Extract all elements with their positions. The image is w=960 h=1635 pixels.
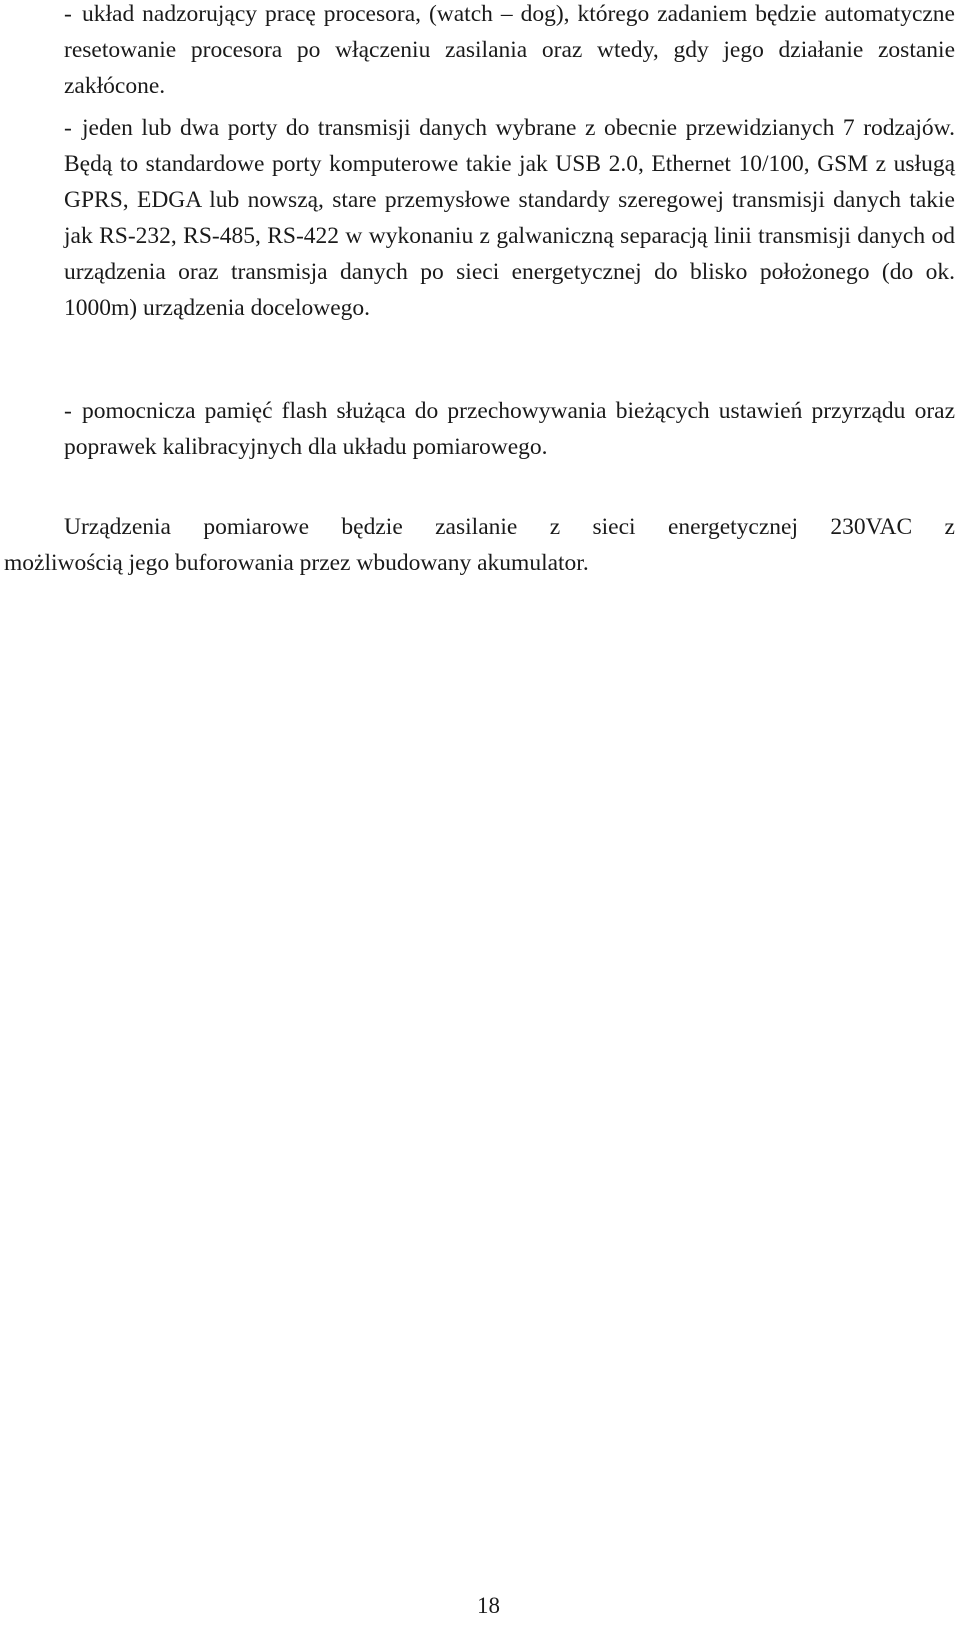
- page-number: 18: [477, 1593, 500, 1618]
- paragraph-line-2: możliwością jego buforowania przez wbudowany akumulator.: [4, 550, 589, 576]
- power-supply-paragraph: [4, 509, 955, 581]
- bullet-dash: -: [64, 1, 72, 27]
- paragraph-line-1: Urządzenia pomiarowe będzie zasilanie z sieci energetycznej 230VAC z: [64, 514, 955, 540]
- bullet-transmission-ports: [64, 110, 955, 326]
- bullet-dash: -: [64, 398, 72, 424]
- bullet-flash-memory: [64, 393, 955, 465]
- bullet-watchdog: [64, 0, 955, 104]
- bullet-text: jeden lub dwa porty do transmisji danych wybrane z obecnie przewidzianych 7 rodzajów. Będą to standardowe porty komputerowe takie jak USB 2.0, Ethernet 10/100, GSM z usługą GPRS, EDGA lub nowszą, stare przemysłowe standardy szeregowej transmisji danych takie jak RS-232, RS-485, RS-422 w wykonaniu z galwaniczną separacją linii transmisji danych od urządzenia oraz transmisja danych po sieci energetycznej do blisko położonego (do ok. 1000m) urządzenia docelowego.: [64, 115, 955, 321]
- bullet-dash: -: [64, 115, 72, 141]
- bullet-text: układ nadzorujący pracę procesora, (watch – dog), którego zadaniem będzie automatyczne resetowanie procesora po włączeniu zasilania oraz wtedy, gdy jego działanie zostanie zakłócone.: [64, 1, 955, 99]
- bullet-text: pomocnicza pamięć flash służąca do przechowywania bieżących ustawień przyrządu oraz poprawek kalibracyjnych dla układu pomiarowego.: [64, 398, 955, 460]
